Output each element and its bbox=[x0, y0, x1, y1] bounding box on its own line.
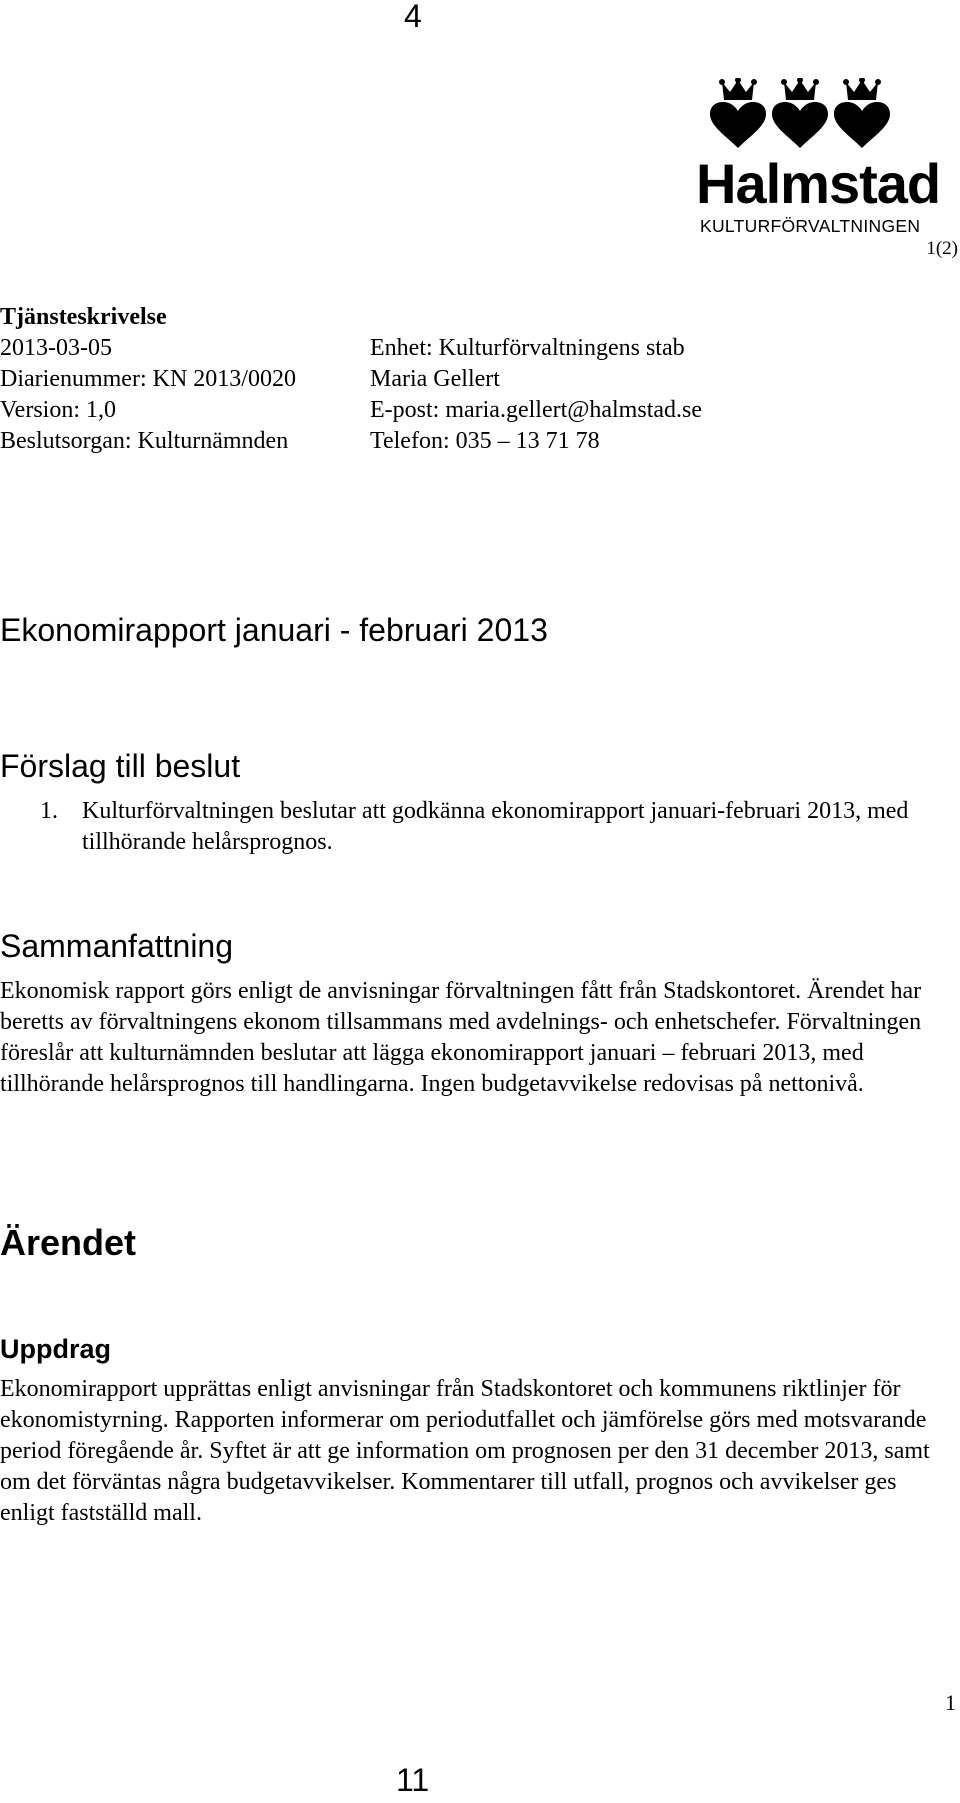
document-date: 2013-03-05 bbox=[0, 335, 112, 361]
version: Version: 1,0 bbox=[0, 397, 116, 423]
document-header bbox=[0, 302, 702, 457]
list-item bbox=[0, 796, 950, 858]
proposal-list bbox=[0, 796, 950, 858]
summary-text: Ekonomisk rapport görs enligt de anvisningar förvaltningen fått från Stadskontoret. Ärendet har beretts av förvaltningens ekonom tillsammans med avdelnings- och enhetschefer. Förvaltningen föreslår att kulturnämnden beslutar att lägga ekonomirapport januari – februari 2013, med tillhörande helårsprognos till handlingarna. Ingen budgetavvikelse redovisas på nettonivå. bbox=[0, 978, 922, 1097]
contact-name: Maria Gellert bbox=[370, 366, 500, 392]
halmstad-logo bbox=[696, 78, 960, 236]
assignment-text: Ekonomirapport upprättas enligt anvisningar från Stadskontoret och kommunens riktlinjer för ekonomistyrning. Rapporten informerar om periodutfallet och jämförelse görs med motsvarande period föregående år. Syftet är att ge information om prognosen per den 31 december 2013, samt om det förväntas några budgetavvikelser. Kommentarer till utfall, prognos och avvikelser ges enligt fastställd mall. bbox=[0, 1376, 930, 1526]
document-type: Tjänsteskrivelse bbox=[0, 304, 167, 330]
page-count: 1(2) bbox=[926, 238, 958, 259]
document-title: Ekonomirapport januari - februari 2013 bbox=[0, 612, 548, 648]
email: E-post: maria.gellert@halmstad.se bbox=[370, 397, 703, 423]
list-item-number: 1. bbox=[40, 798, 58, 824]
phone: Telefon: 035 – 13 71 78 bbox=[370, 428, 600, 454]
decision-body: Beslutsorgan: Kulturnämnden bbox=[0, 428, 289, 454]
logo-subtitle: KULTURFÖRVALTNINGEN bbox=[700, 216, 921, 236]
list-item-text: Kulturförvaltningen beslutar att godkänna ekonomirapport januari-februari 2013, med tillhörande helårsprognos. bbox=[82, 798, 909, 855]
three-crowned-hearts-icon bbox=[700, 78, 950, 152]
case-heading: Ärendet bbox=[0, 1222, 137, 1263]
bottom-page-number: 11 bbox=[396, 1762, 430, 1798]
proposal-heading: Förslag till beslut bbox=[0, 748, 241, 784]
unit: Enhet: Kulturförvaltningens stab bbox=[370, 335, 685, 361]
page-number-right: 1 bbox=[945, 1690, 956, 1715]
diary-number: Diarienummer: KN 2013/0020 bbox=[0, 366, 296, 392]
summary-heading: Sammanfattning bbox=[0, 928, 234, 964]
top-page-number: 4 bbox=[404, 0, 422, 34]
assignment-heading: Uppdrag bbox=[0, 1334, 111, 1364]
logo-name: Halmstad bbox=[696, 152, 941, 215]
